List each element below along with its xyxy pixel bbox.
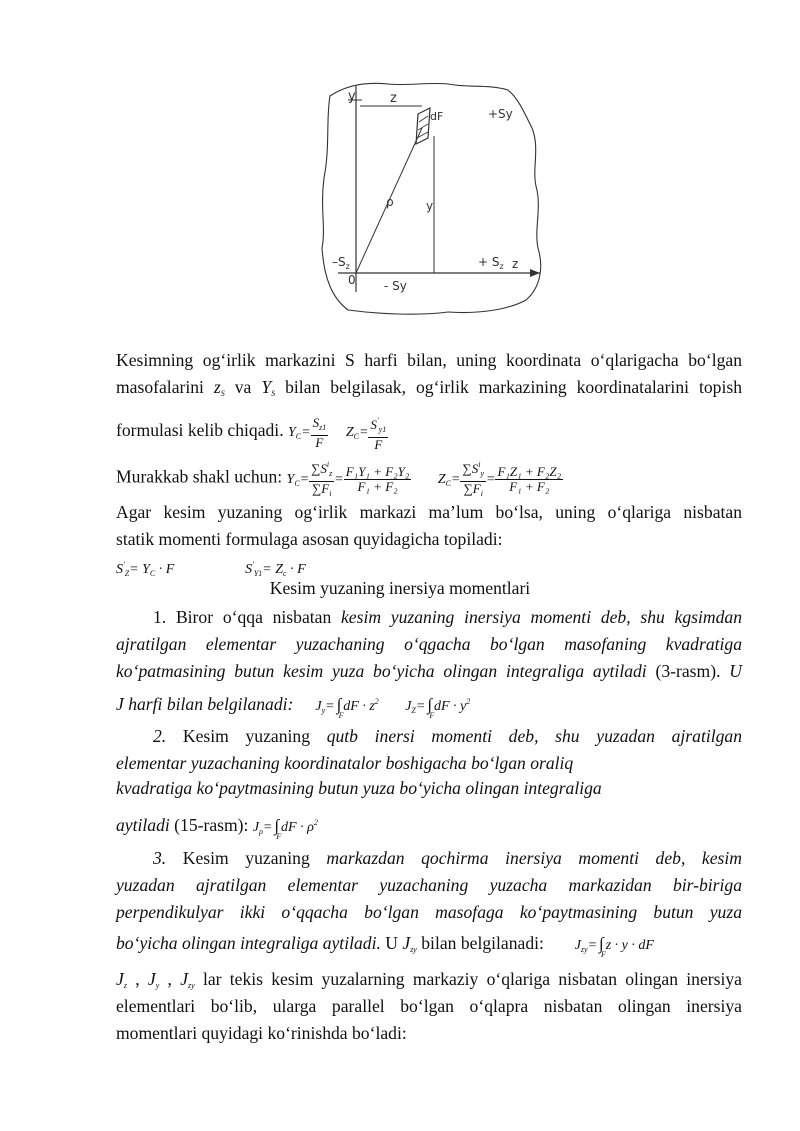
label-plus-Sz: + $S_z$	[478, 255, 504, 271]
dF-hatch-1	[419, 116, 428, 122]
formula-jy: $J_y=$ ∫ F dF · $z^2$	[315, 695, 379, 720]
p2-line: Murakkab shakl uchun: $Y_C=$ $\frac{\sum S^i_z}{\sum F_i}$ = $\frac{\text{F₁Y₁ + F₂Y₂}}{\text{F₁ + F₂}}$ $Z_C=$ $\frac{\sum S^i_y}{\sum F_i}$ = $\frac{\text{F₁Z₁ + F₂Z₂}}{\text{F₁ + F₂}}$	[116, 460, 562, 498]
p6-line1: 3. Kesim yuzaning markazdan qochirma inersiya momenti deb, kesim	[153, 848, 742, 868]
p1-line1: Kesimning og‘irlik markazini S harfi bilan, uning koordinata o‘qlarigacha bo‘lgan	[116, 350, 742, 370]
label-origin: 0	[348, 273, 356, 287]
p1-line3: formulasi kelib chiqadi. $Y_C=$ $\frac{S_{z1}}{F}$ $Z_C=$ $\frac{S'_{y1}}{F}$	[116, 415, 387, 452]
formula-sz: $S'_Z= Y_C \cdot F$	[116, 560, 175, 578]
formula-zc: $Z_C=$ $\frac{S'_{y1}}{F}$	[345, 416, 387, 452]
p7-line3: momentlari quyidagi ko‘rinishda bo‘ladi:	[116, 1023, 407, 1043]
p3-line2: statik momenti formulaga asosan quyidagicha topiladi:	[116, 529, 503, 549]
p6-line2: yuzadan ajratilgan elementar yuzachaning yuzacha markazidan bir-biriga	[116, 875, 742, 895]
p7-line1: $J_z$ , $J_y$ , $J_{zy}$ lar tekis kesim yuzalarning markaziy o‘qlariga nisbatan olingan inersiya	[116, 969, 742, 990]
p4-line2: ajratilgan elementar yuzachaning o‘qgacha bo‘lgan masofaning kvadratiga	[116, 634, 742, 654]
p6-line3: perpendikulyar ikki o‘qqacha bo‘lgan masofaga ko‘paytmasining butun yuza	[116, 902, 742, 922]
p4-line3: ko‘patmasining butun kesim yuza bo‘yicha olingan integraliga aytiladi (3-rasm). U	[116, 661, 742, 681]
formula-sy: $S'_{Y1}= Z_c \cdot F$	[245, 560, 306, 578]
cross-section-figure	[318, 78, 548, 318]
formula-jzy: $J_{zy}=$ ∫ F z · y · dF	[574, 934, 654, 959]
dF-element	[416, 108, 430, 144]
formula-composite-zc: $Z_C=$ $\frac{\sum S^i_y}{\sum F_i}$ = $\frac{\text{F₁Z₁ + F₂Z₂}}{\text{F₁ + F₂}}$	[437, 460, 562, 498]
z-axis-arrow	[530, 269, 540, 277]
p1-line2: masofalarini $z_S$ va $Y_S$ bilan belgilasak, og‘irlik markazining koordinatalarini topish	[116, 377, 742, 398]
label-plus-Sy: +Sy	[488, 107, 513, 121]
p6-line4: bo‘yicha olingan integraliga aytiladi. U $J_{zy}$ bilan belgilanadi: $J_{zy}=$ ∫ F z · y · dF	[116, 933, 654, 959]
formula-composite-yc: $Y_C=$ $\frac{\sum S^i_z}{\sum F_i}$ = $\frac{\text{F₁Y₁ + F₂Y₂}}{\text{F₁ + F₂}}$	[286, 460, 410, 498]
section-heading: Kesim yuzaning inersiya momentlari	[269, 578, 531, 598]
p3-line1: Agar kesim yuzaning og‘irlik markazi ma’lum bo‘lsa, uning o‘qlariga nisbatan	[116, 502, 742, 522]
formula-jrho: $J_\rho=$ ∫ F dF · $\rho^2$	[252, 816, 318, 841]
formula-yc: $Y_C=$ $\frac{S_{z1}}{F}$	[288, 415, 327, 450]
dF-hatch-2	[418, 124, 428, 130]
p5-line4: aytiladi (15-rasm): $J_\rho=$ ∫ F dF · $\rho^2$	[116, 815, 318, 841]
p5-line1: 2. Kesim yuzaning qutb inersi momenti deb, shu yuzadan ajratilgan	[153, 726, 742, 746]
label-dF: dF	[430, 110, 444, 123]
label-z-axis: z	[512, 257, 519, 271]
label-y1: y	[426, 199, 434, 213]
p5-line3: kvadratiga ko‘paytmasining butun yuza bo‘yicha olingan integraliga	[116, 778, 602, 798]
p4-line1: 1. Biror o‘qqa nisbatan kesim yuzaning inersiya momenti deb, shu kgsimdan	[153, 607, 742, 627]
p5-line2: elementar yuzachaning koordinatalor boshigacha bo‘lgan oraliq	[116, 753, 574, 773]
label-y: y	[348, 89, 356, 104]
label-rho: ρ	[386, 195, 394, 209]
label-minus-Sy: - Sy	[384, 279, 407, 293]
label-z: z	[390, 91, 397, 106]
p7-line2: elementlari bo‘lib, ularga parallel bo‘lgan o‘qlapra nisbatan olingan inersiya	[116, 996, 742, 1016]
label-minus-Sz: $-S_z$	[332, 255, 350, 271]
p4-line4: J harfi bilan belgilanadi: $J_y=$ ∫ F dF · $z^2$ $J_Z=$ ∫ F dF · $y^2$	[116, 694, 471, 720]
formula-jz: $J_Z=$ ∫ F dF · $y^2$	[405, 695, 471, 720]
